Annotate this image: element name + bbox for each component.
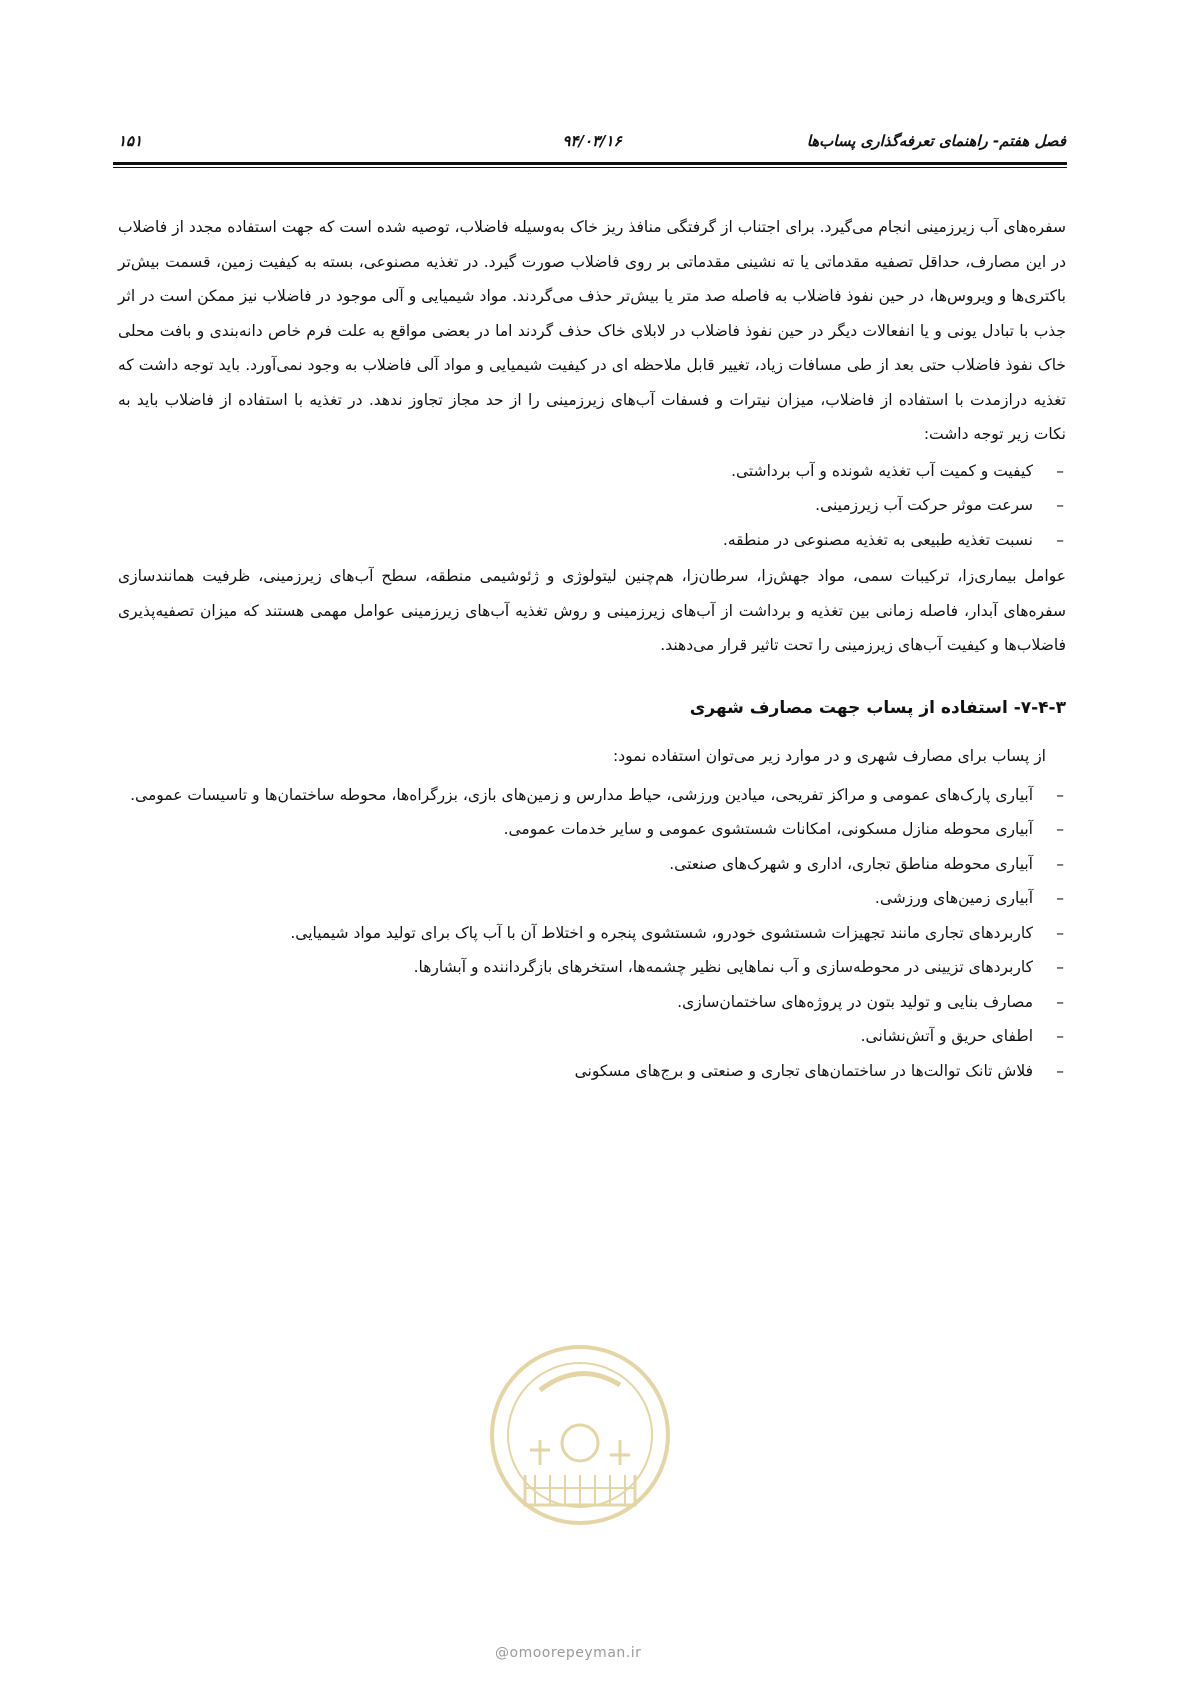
dash-marker: – <box>1056 820 1064 838</box>
list-item: – آبیاری محوطه منازل مسکونی، امکانات شستشوی عمومی و سایر خدمات عمومی. <box>118 812 1066 847</box>
dash-marker: – <box>1056 530 1064 549</box>
list-item: – کیفیت و کمیت آب تغذیه شونده و آب برداشتی. <box>118 454 1066 489</box>
dash-marker: – <box>1056 496 1064 514</box>
page-body <box>118 210 1066 1088</box>
paragraph-factors: عوامل بیماری‌زا، ترکیبات سمی، مواد جهش‌زا، سرطان‌زا، هم‌چنین لیتولوژی و ژئوشیمی منطقه، سطح آب‌های زیرزمینی، ظرفیت همانندسازی سفره‌های آبدار، فاصله زمانی بین تغذیه و برداشت از آب‌های زیرزمینی و روش تغذیه آب‌های زیرزمینی عوامل مهمی هستند که میزان تصفیه‌پذیری فاضلاب‌ها و کیفیت آب‌های زیرزمینی را تحت تاثیر قرار می‌دهند. <box>118 567 1066 654</box>
header-date: ۹۴/۰۳/۱۶ <box>562 132 622 150</box>
page-number: ۱۵۱ <box>118 132 143 150</box>
dash-marker: – <box>1056 889 1064 907</box>
dash-marker: – <box>1056 923 1064 942</box>
list-item: – کاربردهای تزیینی در محوطه‌سازی و آب نماهایی نظیر چشمه‌ها، استخرهای بازگرداننده و آبشارها. <box>118 950 1066 985</box>
section-heading: ۷-۴-۳- استفاده از پساب جهت مصارف شهری <box>689 697 1066 718</box>
list-item: – مصارف بنایی و تولید بتون در پروژه‌های ساختمان‌سازی. <box>118 985 1066 1020</box>
dash-marker: – <box>1056 785 1064 804</box>
dash-marker: – <box>1056 1027 1064 1045</box>
list-item: – نسبت تغذیه طبیعی به تغذیه مصنوعی در منطقه. <box>118 523 1066 558</box>
section-intro: از پساب برای مصارف شهری و در موارد زیر می‌توان استفاده نمود: <box>612 747 1046 765</box>
chapter-title: فصل هفتم- راهنمای تعرفه‌گذاری پساب‌ها <box>806 132 1066 150</box>
dash-marker: – <box>1056 958 1064 976</box>
list-item: – اطفای حریق و آتش‌نشانی. <box>118 1019 1066 1054</box>
header-rule-thin <box>113 167 1067 168</box>
list-item: – فلاش تانک توالت‌ها در ساختمان‌های تجاری و صنعتی و برج‌های مسکونی <box>118 1054 1066 1089</box>
dash-marker: – <box>1056 461 1064 480</box>
paragraph-recharge: سفره‌های آب زیرزمینی انجام می‌گیرد. برای اجتناب از گرفتگی منافذ ریز خاک به‌وسیله فاضلاب، توصیه شده است که جهت استفاده مجدد از فاضلاب در این مصارف، حداقل تصفیه مقدماتی یا ته نشینی مقدماتی بر روی فاضلاب صورت گیرد. در تغذیه مصنوعی، بسته به کیفیت زمین، قسمت بیش‌تر باکتری‌ها و ویروس‌ها، در حین نفوذ فاضلاب به فاصله صد متر یا بیش‌تر حذف می‌گردند. مواد شیمیایی و آلی موجود در فاضلاب نیز ممکن است در اثر جذب با تبادل یونی و یا انفعالات دیگر در حین نفوذ فاضلاب در لابلای خاک حذف گردند اما در بعضی مواقع به علت فرم خاص دانه‌بندی و بافت محلی خاک نفوذ فاضلاب حتی بعد از طی مسافات زیاد، تغییر قابل ملاحظه ای در کیفیت شیمیایی و مواد آلی فاضلاب به وجود نمی‌آورد. باید توجه داشت که تغذیه درازمدت با استفاده از فاضلاب، میزان نیترات و فسفات آب‌های زیرزمینی را از حد مجاز تجاوز ندهد. در تغذیه با استفاده از فاضلاب باید به نکات زیر توجه داشت: <box>118 218 1066 443</box>
list-item: – سرعت موثر حرکت آب زیرزمینی. <box>118 488 1066 523</box>
list-item: – کاربردهای تجاری مانند تجهیزات شستشوی خودرو، شستشوی پنجره و اختلاط آن با آب پاک برای تولید مواد شیمیایی. <box>118 916 1066 951</box>
dash-marker: – <box>1056 992 1064 1011</box>
watermark: @omoorepeyman.ir <box>495 1645 642 1661</box>
page-header <box>118 128 1066 158</box>
recharge-considerations-list <box>118 454 1066 558</box>
list-item: – آبیاری پارک‌های عمومی و مراکز تفریحی، میادین ورزشی، حیاط مدارس و زمین‌های بازی، بزرگراه‌ها، محوطه ساختمان‌ها و تاسیسات عمومی. <box>118 778 1066 813</box>
list-item: – آبیاری زمین‌های ورزشی. <box>118 881 1066 916</box>
stamp-logo-icon <box>455 1325 705 1545</box>
header-rule-thick <box>113 162 1067 165</box>
list-item: – آبیاری محوطه مناطق تجاری، اداری و شهرک‌های صنعتی. <box>118 847 1066 882</box>
urban-uses-list <box>118 778 1066 1089</box>
dash-marker: – <box>1056 854 1064 873</box>
dash-marker: – <box>1056 1061 1064 1080</box>
